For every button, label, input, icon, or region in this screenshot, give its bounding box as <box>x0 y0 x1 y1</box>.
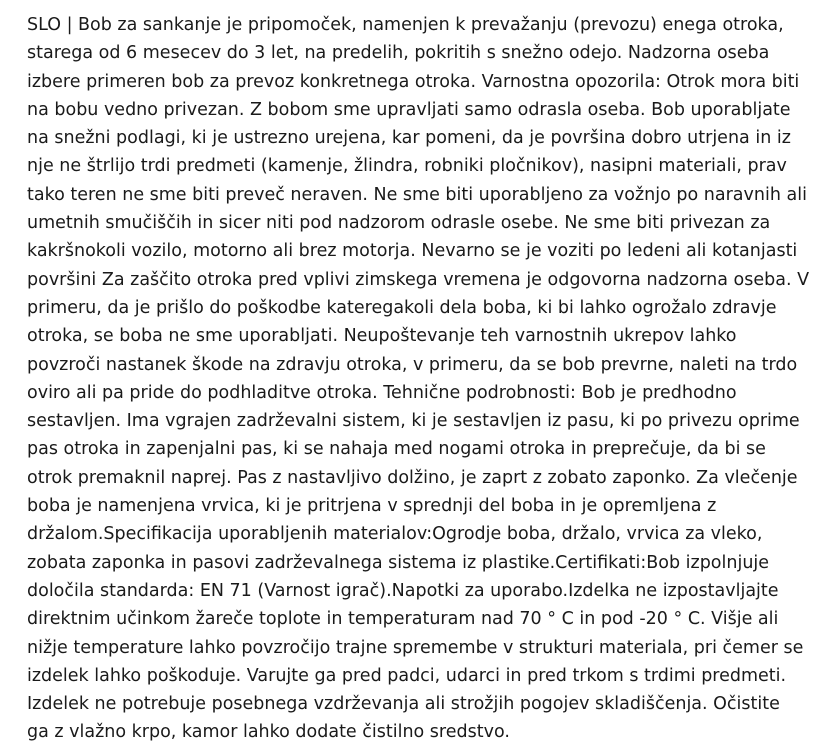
text-line: povzroči nastanek škode na zdravju otroka, v primeru, da se bob prevrne, naleti na trdo <box>27 354 798 375</box>
text-line: izbere primeren bob za prevoz konkretnega otroka. Varnostna opozorila: Otrok mora biti <box>27 71 800 92</box>
text-line: direktnim učinkom žareče toplote in temperaturam nad 70 ° C in pod -20 ° C. Višje ali <box>27 609 779 630</box>
text-line: nje ne štrlijo trdi predmeti (kamenje, žlindra, robniki pločnikov), nasipni materiali, prav <box>27 156 787 177</box>
text-line: kakršnokoli vozilo, motorno ali brez motorja. Nevarno se je voziti po ledeni ali kotanjasti <box>27 241 798 262</box>
text-line: ga z vlažno krpo, kamor lahko dodate čistilno sredstvo. <box>27 722 510 743</box>
document-body <box>27 11 817 747</box>
text-line: SLO | Bob za sankanje je pripomoček, namenjen k prevažanju (prevozu) enega otroka, <box>27 15 784 35</box>
text-line: površini Za zaščito otroka pred vplivi zimskega vremena je odgovorna nadzorna oseba. V <box>27 269 810 290</box>
text-line: primeru, da je prišlo do poškodbe kateregakoli dela boba, ki bi lahko ogrožalo zdravje <box>27 297 777 318</box>
text-line: tako teren ne sme biti preveč neraven. Ne sme biti uporabljeno za vožnjo po naravnih ali <box>27 184 807 205</box>
text-line: starega od 6 mesecev do 3 let, na predelih, pokritih s snežno odejo. Nadzorna oseba <box>27 43 770 64</box>
text-line: Izdelek ne potrebuje posebnega vzdrževanja ali strožjih pogojev skladiščenja. Očistite <box>27 694 780 715</box>
text-line: boba je namenjena vrvica, ki je pritrjena v sprednji del boba in je opremljena z <box>27 496 717 517</box>
text-line: izdelek lahko poškoduje. Varujte ga pred padci, udarci in pred trkom s trdimi predmeti. <box>27 665 787 686</box>
text-line: otrok premaknil naprej. Pas z nastavljivo dolžino, je zaprt z zobato zaponko. Za vlečenje <box>27 467 798 488</box>
text-line: držalom.Specifikacija uporabljenih materialov:Ogrodje boba, držalo, vrvica za vleko, <box>27 524 763 545</box>
text-line: zobata zaponka in pasovi zadrževalnega sistema iz plastike.Certifikati:Bob izpolnjuje <box>27 552 770 573</box>
text-line: določila standarda: EN 71 (Varnost igrač).Napotki za uporabo.Izdelka ne izpostavljajte <box>27 580 779 601</box>
text-line: na snežni podlagi, ki je ustrezno urejena, kar pomeni, da je površina dobro utrjena in iz <box>27 128 791 149</box>
text-line: na bobu vedno privezan. Z bobom sme upravljati samo odrasla oseba. Bob uporabljate <box>27 99 791 120</box>
text-line: oviro ali pa pride do podhladitve otroka. Tehnične podrobnosti: Bob je predhodno <box>27 382 737 403</box>
text-line: umetnih smučiščih in sicer niti pod nadzorom odrasle osebe. Ne sme biti privezan za <box>27 213 771 234</box>
text-line: pas otroka in zapenjalni pas, ki se nahaja med nogami otroka in preprečuje, da bi se <box>27 439 766 460</box>
text-line: nižje temperature lahko povzročijo trajne spremembe v strukturi materiala, pri čemer se <box>27 637 804 658</box>
text-line: otroka, se boba ne sme uporabljati. Neupoštevanje teh varnostnih ukrepov lahko <box>27 326 737 347</box>
text-line: sestavljen. Ima vgrajen zadrževalni sistem, ki je sestavljen iz pasu, ki po privezu oprime <box>27 411 800 432</box>
